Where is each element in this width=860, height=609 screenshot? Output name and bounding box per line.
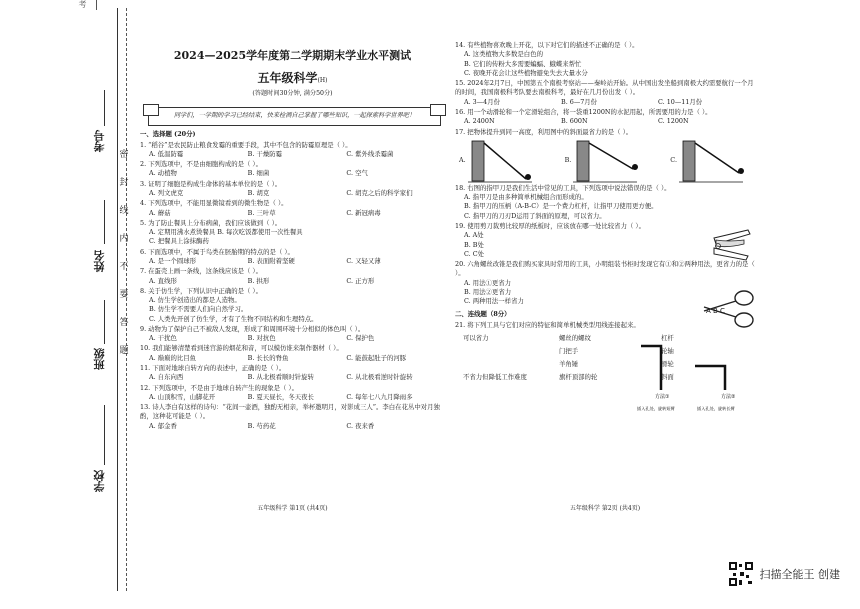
match-tool: 螺丝的螺纹 — [559, 334, 591, 343]
school-label: 学校 — [93, 470, 106, 492]
option: B. 拱形 — [247, 276, 270, 285]
option-row — [140, 334, 445, 343]
option: B. 表面附着坚硬 — [247, 256, 295, 265]
option: C. 从北极看逆时针旋转 — [346, 373, 413, 382]
option: A. 直线形 — [149, 276, 177, 285]
slope-diagram — [466, 139, 534, 183]
question-stem: 5. 为了防止餐具上分布病菌，我们应该做到（ ）。 — [140, 218, 282, 227]
exam-number-label: 考号 — [93, 130, 106, 152]
question-item — [140, 364, 445, 383]
exam-note: (答题时间30分钟, 满分50分) — [252, 90, 333, 98]
question-item — [455, 128, 755, 183]
option-line: A. 指甲刀是由多种简单机械组合而形成的。 — [464, 193, 588, 202]
option-line: C. 指甲刀的刀刃D运用了斜面的原理，可以省力。 — [464, 211, 606, 220]
option: A. 巅巅的比目鱼 — [149, 353, 197, 362]
option: C. 1200N — [658, 117, 689, 126]
match-tool: 羊角锤 — [559, 360, 579, 369]
question-item — [455, 184, 755, 221]
seal-char: 密 — [119, 150, 129, 160]
seal-char: 封 — [119, 178, 129, 188]
seal-char: 要 — [119, 290, 129, 300]
option-row — [140, 169, 445, 178]
wrench-method1-label: 方法① — [655, 394, 670, 400]
option-line: B. 用法②更省力 — [464, 287, 512, 296]
question-stem: 9. 动物为了保护自己不被敌人发现，形成了和周围环境十分相似的体色叫（ ）。 — [140, 324, 365, 333]
option-line: A. 这类植物大多数是白色的 — [464, 50, 543, 59]
question-stem: 12. 下列选项中，不是由于地球自转产生的现象是（ ）。 — [140, 383, 299, 392]
match-machine: 滑轮 — [661, 360, 674, 369]
question-item — [140, 160, 445, 179]
question-stem: 4. 下列选项中，不能用显微镜看到的微生物是（ ）。 — [140, 199, 288, 208]
corner-mark: 考 — [78, 0, 87, 8]
match-machine: 斜面 — [661, 373, 674, 382]
match-feature — [463, 358, 559, 371]
scissors-points-label: A B C — [706, 307, 725, 315]
option: B. 细菌 — [247, 169, 270, 178]
question-item — [455, 79, 755, 107]
wrench-caption2: 插入孔处，旋转长臂 — [697, 406, 735, 411]
wrench-caption1: 插入孔处，旋转短臂 — [637, 406, 675, 411]
option: C. 10—11月份 — [658, 97, 703, 106]
question-stem: 17. 把物体提升到同一高度，利用图中的斜面最省力的是（ ）。 — [455, 127, 633, 136]
question-stem: 11. 下面对地球自转方向的表述中，正确的是（ ）。 — [140, 364, 286, 373]
slope-option-label: B. — [564, 156, 572, 165]
option: A. 是一个圆球形 — [149, 256, 197, 265]
slope-diagram — [571, 139, 639, 183]
question-stem: 20. 六角螺丝改锥是我们购买家具时常用的工具，小明组装书柜时发现它有①和②两种用法，更省力的是（ ）。 — [455, 260, 755, 278]
option: A. 干扰色 — [149, 334, 177, 343]
wrench-method2-label: 方法② — [721, 394, 736, 400]
question-item — [140, 384, 445, 403]
question-item — [455, 41, 755, 78]
scissors-figure — [700, 286, 760, 332]
option-line: C. 两种用法一样省力 — [464, 297, 524, 306]
section-title: 二、连线题（8分） — [455, 310, 511, 319]
intro-scroll: 同学们，一学期的学习已经结束，快来检测自己掌握了哪些知识，一起探索科学世界吧！ — [148, 107, 441, 126]
hex-wrench-figure — [635, 340, 747, 416]
option-row — [140, 277, 445, 286]
option-line: C. 人类先开创了仿生学，才有了生物不同结构和生理特点。 — [149, 314, 318, 323]
option: B. 对抗色 — [247, 334, 276, 343]
option: B. 夏天昼长，冬天夜长 — [247, 392, 314, 401]
match-machine: 轮轴 — [661, 347, 674, 356]
option: C. 又轻又薄 — [346, 256, 381, 265]
question-stem: 16. 用一个动滑轮和一个定滑轮组合，将一袋重1200N的水泥用起，所需要用的力是（ ）。 — [455, 107, 712, 116]
page-1 — [140, 40, 445, 431]
question-stem: 7. 在蛋壳上画一条线，这条线应该是（ ）。 — [140, 267, 262, 276]
school-field[interactable] — [104, 405, 105, 465]
slope-diagram — [677, 139, 745, 183]
question-stem: 18. 右图的指甲刀是我们生活中常见的工具，下列选项中说法错误的是（ ）。 — [455, 183, 671, 192]
class-label: 班级 — [93, 348, 106, 370]
question-item — [140, 403, 445, 431]
option: C. 夜来香 — [346, 421, 375, 430]
match-tool: 门把手 — [559, 347, 579, 356]
exam-subtitle: 五年级科学(H) — [257, 70, 328, 85]
question-item — [140, 141, 445, 160]
question-stem: 8. 关于仿生学，下列认识中正确的是（ ）。 — [140, 286, 262, 295]
option-line: A. 用法①更省力 — [464, 278, 512, 287]
option: B. 6—7月份 — [561, 97, 598, 106]
question-item — [140, 180, 445, 199]
slope-option-label: A. — [459, 156, 466, 165]
option-row — [140, 354, 445, 363]
question-stem: 6. 下面选项中，不属于鸟类在胚胎期的特点的是（ ）。 — [140, 247, 294, 256]
exam-number-field[interactable] — [104, 90, 105, 126]
slope-option — [459, 139, 534, 183]
option: C. 每年七八九月降雨多 — [346, 392, 413, 401]
page-2 — [455, 40, 755, 384]
question-stem: 3. 证明了细胞是构成生命体的基本单位的是（ ）。 — [140, 179, 282, 188]
option: B. 芍药花 — [247, 421, 276, 430]
option: A. 自东向西 — [149, 373, 184, 382]
seal-char: 答 — [119, 318, 129, 328]
option-row — [140, 150, 445, 159]
seal-char: 题 — [119, 346, 129, 356]
page-footer: 五年级科学 第1页 (共4页) — [257, 505, 328, 512]
slope-option — [565, 139, 640, 183]
option: C. 空气 — [346, 169, 368, 178]
match-feature: 不省力但降低工作难度 — [463, 373, 527, 382]
option: A. 列文虎克 — [149, 188, 184, 197]
question-stem: 19. 使用剪刀裁剪比较厚的纸板时，应该放在哪一处比较省力（ ）。 — [455, 221, 645, 230]
option: A. 山顶积雪，山脚花开 — [149, 392, 216, 401]
match-feature — [463, 345, 559, 358]
option-row — [140, 209, 445, 218]
option: A. 郁金香 — [149, 421, 177, 430]
option-line: A. 定期用沸水煮烫餐具 B. 每次吃饭都使用一次性餐具 — [149, 228, 303, 237]
slope-option — [670, 139, 745, 183]
question-list — [455, 41, 755, 384]
option: A. 低温防霉 — [149, 149, 184, 158]
seal-char: 线 — [119, 206, 129, 216]
option-line: B. 指甲刀的压柄（A-B-C）是一个费力杠杆，让指甲刀使用更方便。 — [464, 202, 658, 211]
option: B. 长长的脊鱼 — [247, 353, 289, 362]
option-row — [455, 117, 755, 126]
match-machine: 杠杆 — [661, 334, 674, 343]
option-row — [140, 422, 445, 431]
match-tool: 旗杆顶部的轮 — [559, 373, 598, 382]
question-stem: 13. 诗人李白有这样的诗句：“花间一壶酒，独酌无相亲，举杯邀明月，对影成三人”。李白在花丛中对月独酌，这种花可能是（ ）。 — [140, 403, 440, 421]
question-item — [140, 344, 445, 363]
scanner-watermark — [728, 561, 841, 587]
class-field[interactable] — [104, 300, 105, 344]
option: C. 正方形 — [346, 276, 375, 285]
page-footer: 五年级科学 第2页 (共4页) — [569, 505, 641, 512]
option: C. 胡克之后的科学家们 — [346, 188, 413, 197]
option: C. 紫外线杀霉菌 — [346, 149, 394, 158]
option: A. 蘑菇 — [149, 208, 171, 217]
option-row — [455, 98, 755, 107]
option: B. 干燥防霉 — [247, 149, 282, 158]
qr-code-icon — [728, 561, 754, 587]
option: B. 胡克 — [247, 188, 270, 197]
name-field[interactable] — [104, 200, 105, 244]
seal-char: 内 — [119, 234, 129, 244]
name-label: 姓名 — [93, 250, 106, 272]
option-line: C. C处 — [464, 249, 485, 258]
question-stem: 1. “稻谷”是农民防止粮食发霉的重要手段，其中不包含的防霉原理是（ ）。 — [140, 140, 352, 149]
nail-clipper-figure — [710, 226, 755, 272]
question-item — [140, 199, 445, 218]
option: C. 新冠病毒 — [346, 208, 381, 217]
option-line: B. 仿生学不需要人们向自然学习。 — [149, 305, 248, 314]
option: A. 2400N — [464, 117, 495, 126]
option: A. 3—4月份 — [464, 97, 500, 106]
match-feature: 可以省力 — [463, 334, 489, 343]
option-line: B. 它们的传粉大多需要蝙蝠、蛾蝶来帮忙 — [464, 59, 582, 68]
question-item — [455, 108, 755, 127]
option-line: A. 仿生学创造出的都是人造物。 — [149, 296, 241, 305]
question-item — [140, 219, 445, 247]
question-stem: 14. 有些植物喜欢晚上开花，以下对它们的描述不正确的是（ ）。 — [455, 41, 639, 49]
question-item — [140, 248, 445, 267]
question-stem: 2. 下列选项中，不是由细胞构成的是（ ）。 — [140, 160, 262, 169]
question-list — [140, 141, 445, 431]
option: B. 600N — [561, 117, 588, 126]
option-row — [140, 257, 445, 266]
option: A. 动植物 — [149, 169, 177, 178]
slope-option-label: C. — [670, 156, 677, 165]
seal-char: 不 — [119, 262, 129, 272]
watermark-text: 扫描全能王 创建 — [759, 568, 840, 581]
question-stem: 15. 2024年2月7日，中国第五个南极考察站——秦岭站开始。从中国出发坐船到南极大约需要航行一个月的时间，我国南极科考队要去南极科考，最好在几月份出发（ ）。 — [455, 79, 754, 97]
question-item — [140, 267, 445, 286]
option-line: B. B处 — [464, 240, 484, 249]
option: B. 三叶草 — [247, 208, 276, 217]
question-item — [140, 287, 445, 324]
option-row — [140, 373, 445, 382]
option-line: C. 把餐具上涂抹酶药 — [149, 237, 209, 246]
question-stem: 10. 我们能够清楚看到迷宫游的烟花和音，可以模仿谁来制作器材（ ）。 — [140, 344, 343, 353]
option: C. 能鼓起肚子的河豚 — [346, 353, 407, 362]
option-row — [140, 189, 445, 198]
corner-tick — [96, 0, 97, 10]
section-title: 一、选择题 (20分) — [140, 130, 196, 139]
slope-diagrams — [459, 139, 745, 183]
option: B. 从北极看顺时针旋转 — [247, 373, 314, 382]
question-item — [140, 325, 445, 344]
option-line: C. 夜晚开花会让这些植物避免失去大量水分 — [464, 68, 588, 77]
option: C. 保护色 — [346, 334, 375, 343]
binding-strip — [0, 0, 135, 609]
question-stem: 21. 将下列工具与它们对应的特征和简单机械类型用线连接起来。 — [455, 320, 640, 329]
option-row — [140, 393, 445, 402]
option-line: A. A处 — [464, 231, 484, 240]
binding-line — [117, 8, 118, 591]
exam-title: 2024—2025学年度第二学期期末学业水平测试 — [173, 49, 412, 62]
